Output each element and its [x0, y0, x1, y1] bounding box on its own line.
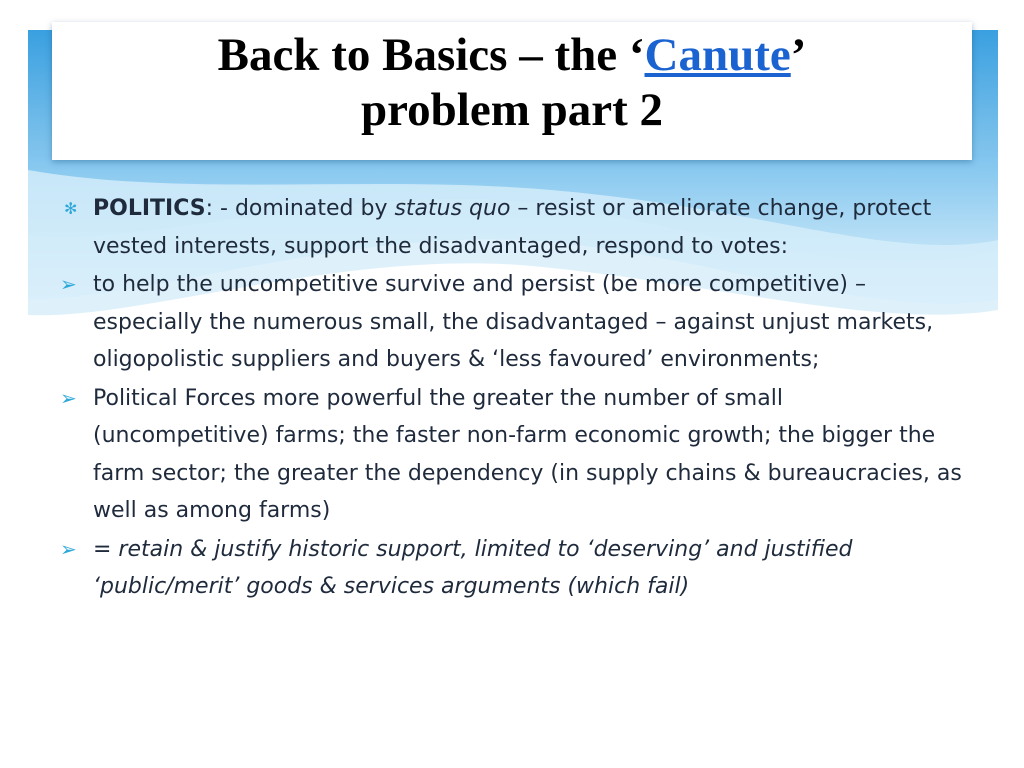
politics-label: POLITICS: [93, 196, 206, 221]
status-quo-text: status quo: [394, 196, 511, 221]
title-prefix: Back to Basics – the ‘: [217, 29, 645, 81]
politics-text-2: – resist or ameliorate change, protect vested interests, support the disadvantaged, respond to votes:: [93, 196, 932, 259]
bullet-text: Political Forces more powerful the greater the number of small (uncompetitive) farms; the faster non-farm economic growth; the bigger the farm sector; the greater the dependency (in supply chains & bureaucracies, as well as among farms): [93, 385, 962, 523]
bullet-politics: [60, 190, 965, 265]
canute-link[interactable]: Canute: [644, 29, 791, 81]
title-suffix: ’: [790, 29, 807, 81]
title-line-1: [52, 28, 972, 83]
politics-text-1: : - dominated by: [205, 196, 395, 221]
slide-title: [52, 28, 972, 138]
arrow-bullet-icon: ➢: [60, 385, 77, 410]
arrow-bullet-icon: ➢: [60, 536, 77, 561]
arrow-bullet-icon: ➢: [60, 272, 77, 296]
asterisk-bullet-icon: ✻: [64, 199, 78, 218]
bullet-text: = retain & justify historic support, limited to ‘deserving’ and justified ‘public/merit’ goods & services arguments (which fail): [93, 536, 853, 599]
bullet-list: [60, 190, 965, 607]
bullet-text: to help the uncompetitive survive and persist (be more competitive) – especially the numerous small, the disadvantaged – against unjust markets, oligopolistic suppliers and buyers & ‘less favoured’ environments;: [93, 272, 934, 372]
bullet-uncompetitive: [60, 266, 965, 379]
title-line-2: problem part 2: [360, 84, 663, 136]
bullet-political-forces: [60, 380, 965, 530]
bullet-retain-justify: [60, 531, 965, 606]
